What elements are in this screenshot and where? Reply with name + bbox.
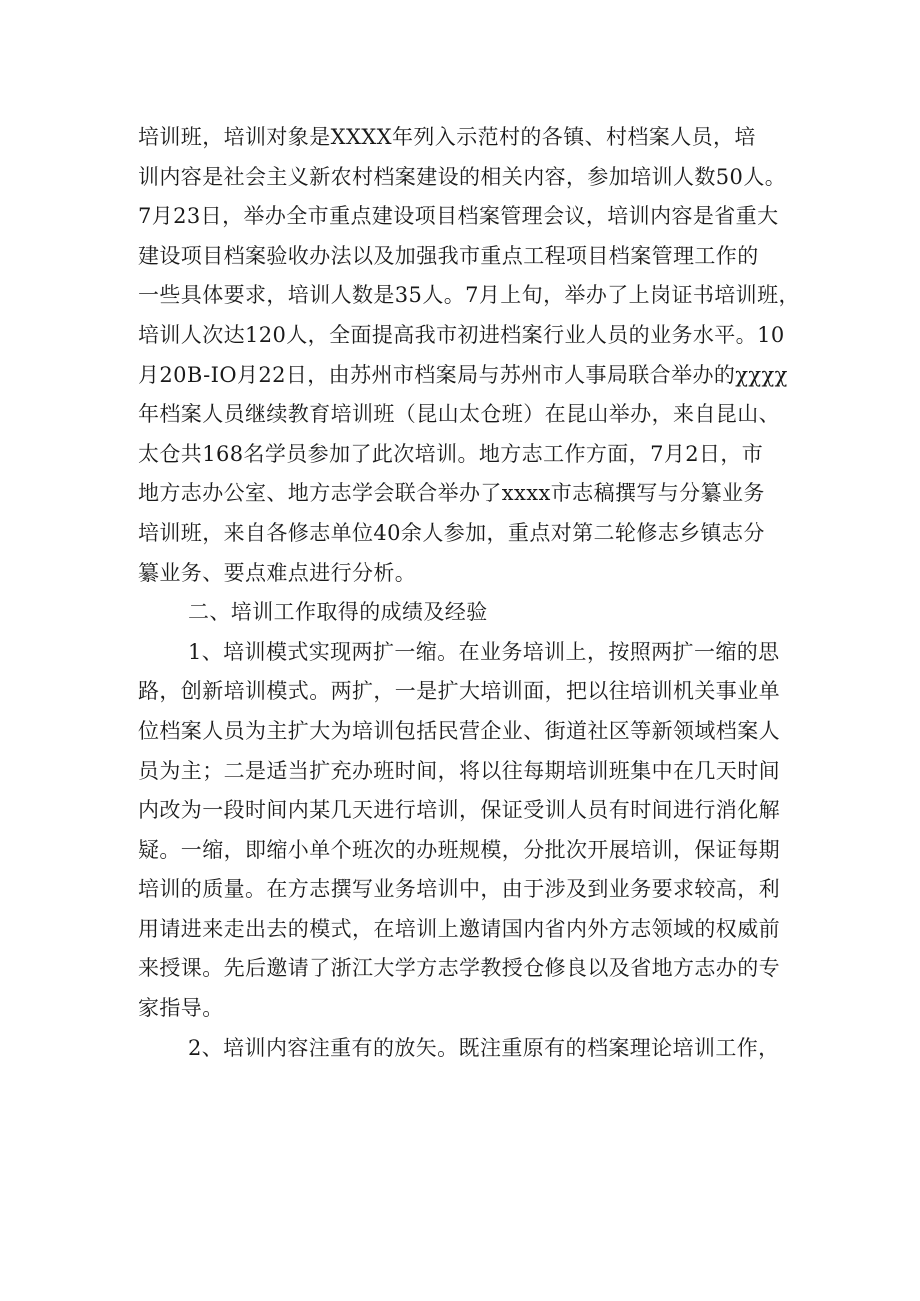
paragraph-line: 员为主；二是适当扩充办班时间，将以往每期培训班集中在几天时间 bbox=[138, 758, 780, 783]
paragraph-line: 7月23日，举办全市重点建设项目档案管理会议，培训内容是省重大 bbox=[138, 204, 779, 229]
section-heading: 二、培训工作取得的成绩及经验 bbox=[188, 600, 488, 625]
paragraph-line: 一些具体要求，培训人数是35人。7月上旬，举办了上岗证书培训班， bbox=[138, 283, 800, 308]
paragraph-line: 建设项目档案验收办法以及加强我市重点工程项目档案管理工作的 bbox=[138, 243, 759, 268]
paragraph-line: 路，创新培训模式。两扩，一是扩大培训面，把以往培训机关事业单 bbox=[138, 679, 780, 704]
paragraph-line: 培训的质量。在方志撰写业务培训中，由于涉及到业务要求较高，利 bbox=[138, 877, 780, 902]
paragraph-line: 地方志办公室、地方志学会联合举办了xxxx市志稿撰写与分纂业务 bbox=[138, 481, 765, 506]
paragraph-line: 内改为一段时间内某几天进行培训，保证受训人员有时间进行消化解 bbox=[138, 798, 780, 823]
paragraph-line: 家指导。 bbox=[138, 996, 224, 1021]
paragraph-line: 训内容是社会主义新农村档案建设的相关内容，参加培训人数50人。 bbox=[138, 164, 787, 189]
paragraph-line: 用请进来走出去的模式，在培训上邀请国内省内外方志领域的权威前 bbox=[138, 916, 780, 941]
paragraph-line: 疑。一缩，即缩小单个班次的办班规模，分批次开展培训，保证每期 bbox=[138, 837, 780, 862]
paragraph-line: 1、培训模式实现两扩一缩。在业务培训上，按照两扩一缩的思 bbox=[188, 639, 780, 664]
paragraph-line: 月20B-IO月22日，由苏州市档案局与苏州市人事局联合举办的χχχχ bbox=[138, 362, 788, 387]
paragraph-line: 培训人次达120人，全面提高我市初进档案行业人员的业务水平。10 bbox=[138, 322, 785, 347]
paragraph-line: 来授课。先后邀请了浙江大学方志学教授仓修良以及省地方志办的专 bbox=[138, 956, 780, 981]
paragraph-line: 培训班，来自各修志单位40余人参加，重点对第二轮修志乡镇志分 bbox=[138, 520, 765, 545]
paragraph-line: 纂业务、要点难点进行分析。 bbox=[138, 560, 417, 585]
paragraph-line: 培训班，培训对象是XXXX年列入示范村的各镇、村档案人员，培 bbox=[138, 125, 756, 149]
paragraph-line: 2、培训内容注重有的放矢。既注重原有的档案理论培训工作， bbox=[188, 1035, 780, 1060]
document-body bbox=[138, 118, 798, 1068]
paragraph-line: 位档案人员为主扩大为培训包括民营企业、街道社区等新领域档案人 bbox=[138, 718, 780, 743]
paragraph-line: 年档案人员继续教育培训班（昆山太仓班）在昆山举办，来自昆山、 bbox=[138, 402, 780, 427]
paragraph-line: 太仓共168名学员参加了此次培训。地方志工作方面，7月2日，市 bbox=[138, 441, 764, 466]
